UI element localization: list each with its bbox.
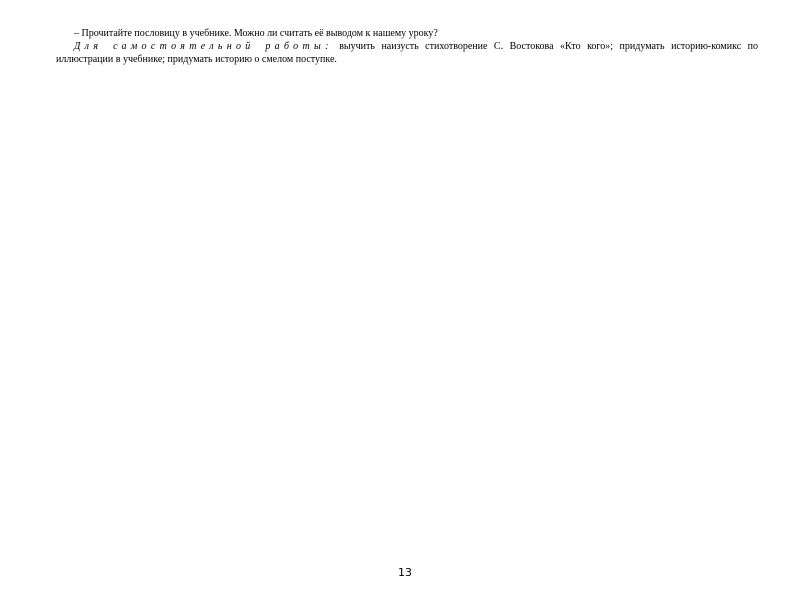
paragraph-question: – Прочитайте пословицу в учебнике. Можно ли считать её выводом к нашему уроку? (74, 28, 438, 39)
homework-text: выучить наизусть стихотворение С. Востокова «Кто кого»; придумать историю-комикс по иллюстрации в учебнике; придумать историю о смелом поступке. (56, 41, 758, 65)
homework-lead: Для самостоятельной работы: (74, 41, 333, 52)
page-number: 13 (398, 566, 412, 579)
paragraph-homework (56, 40, 758, 66)
document-body (56, 27, 758, 66)
